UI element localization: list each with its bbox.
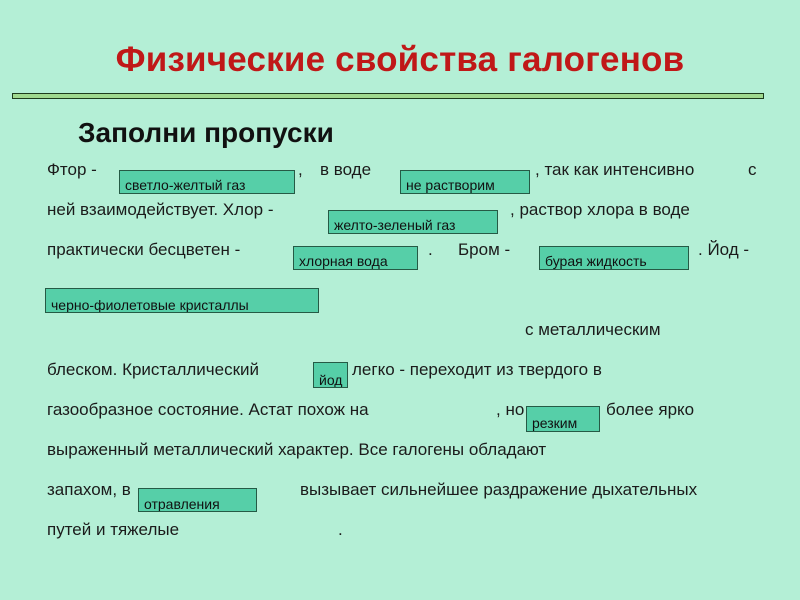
slide-title: Физические свойства галогенов	[115, 40, 685, 79]
text-sublimates: легко - переходит из твердого в	[352, 360, 602, 379]
text-astatine-similar: газообразное состояние. Астат похож на	[47, 400, 369, 419]
text-in-water: в воде	[320, 160, 372, 179]
answer-solubility[interactable]: не растворим	[400, 170, 530, 194]
text-but: , но	[496, 400, 525, 419]
text-comma-1: ,	[298, 160, 303, 179]
text-airways-heavy: путей и тяжелые	[47, 520, 180, 539]
text-because-intensely: , так как интенсивно	[535, 160, 695, 179]
text-more-pronounced: более ярко	[606, 400, 695, 419]
text-irritation: вызывает сильнейшее раздражение дыхательных	[300, 480, 698, 499]
text-chlorine-solution: , раствор хлора в воде	[510, 200, 690, 219]
text-practically-colorless: практически бесцветен -	[47, 240, 241, 259]
slide-subtitle: Заполни пропуски	[78, 117, 334, 148]
text-with: с	[748, 160, 757, 179]
text-smell: запахом, в	[47, 480, 131, 499]
text-iodine: . Йод -	[698, 240, 750, 259]
answer-chlorine-state[interactable]: желто-зеленый газ	[328, 210, 498, 234]
title-underline-rule	[12, 93, 764, 99]
answer-iodine-state[interactable]: черно-фиолетовые кристаллы	[45, 288, 319, 313]
text-with-metallic: с металлическим	[525, 320, 661, 339]
text-bromine: Бром -	[458, 240, 511, 259]
text-period-1: .	[428, 240, 433, 259]
answer-poisoning[interactable]: отравления	[138, 488, 257, 512]
answer-bromine-state[interactable]: бурая жидкость	[539, 246, 689, 270]
answer-chlorine-water[interactable]: хлорная вода	[293, 246, 418, 270]
answer-fluorine-state[interactable]: светло-желтый газ	[119, 170, 295, 194]
text-chlorine: ней взаимодействует. Хлор -	[47, 200, 274, 219]
text-period-final: .	[338, 520, 343, 539]
answer-iodine-word[interactable]: йод	[313, 362, 348, 388]
text-fluorine: Фтор -	[47, 160, 97, 179]
text-metallic-character: выраженный металлический характер. Все галогены обладают	[47, 440, 547, 459]
answer-smell-sharp[interactable]: резким	[526, 406, 600, 432]
text-luster-crystalline: блеском. Кристаллический	[47, 360, 260, 379]
